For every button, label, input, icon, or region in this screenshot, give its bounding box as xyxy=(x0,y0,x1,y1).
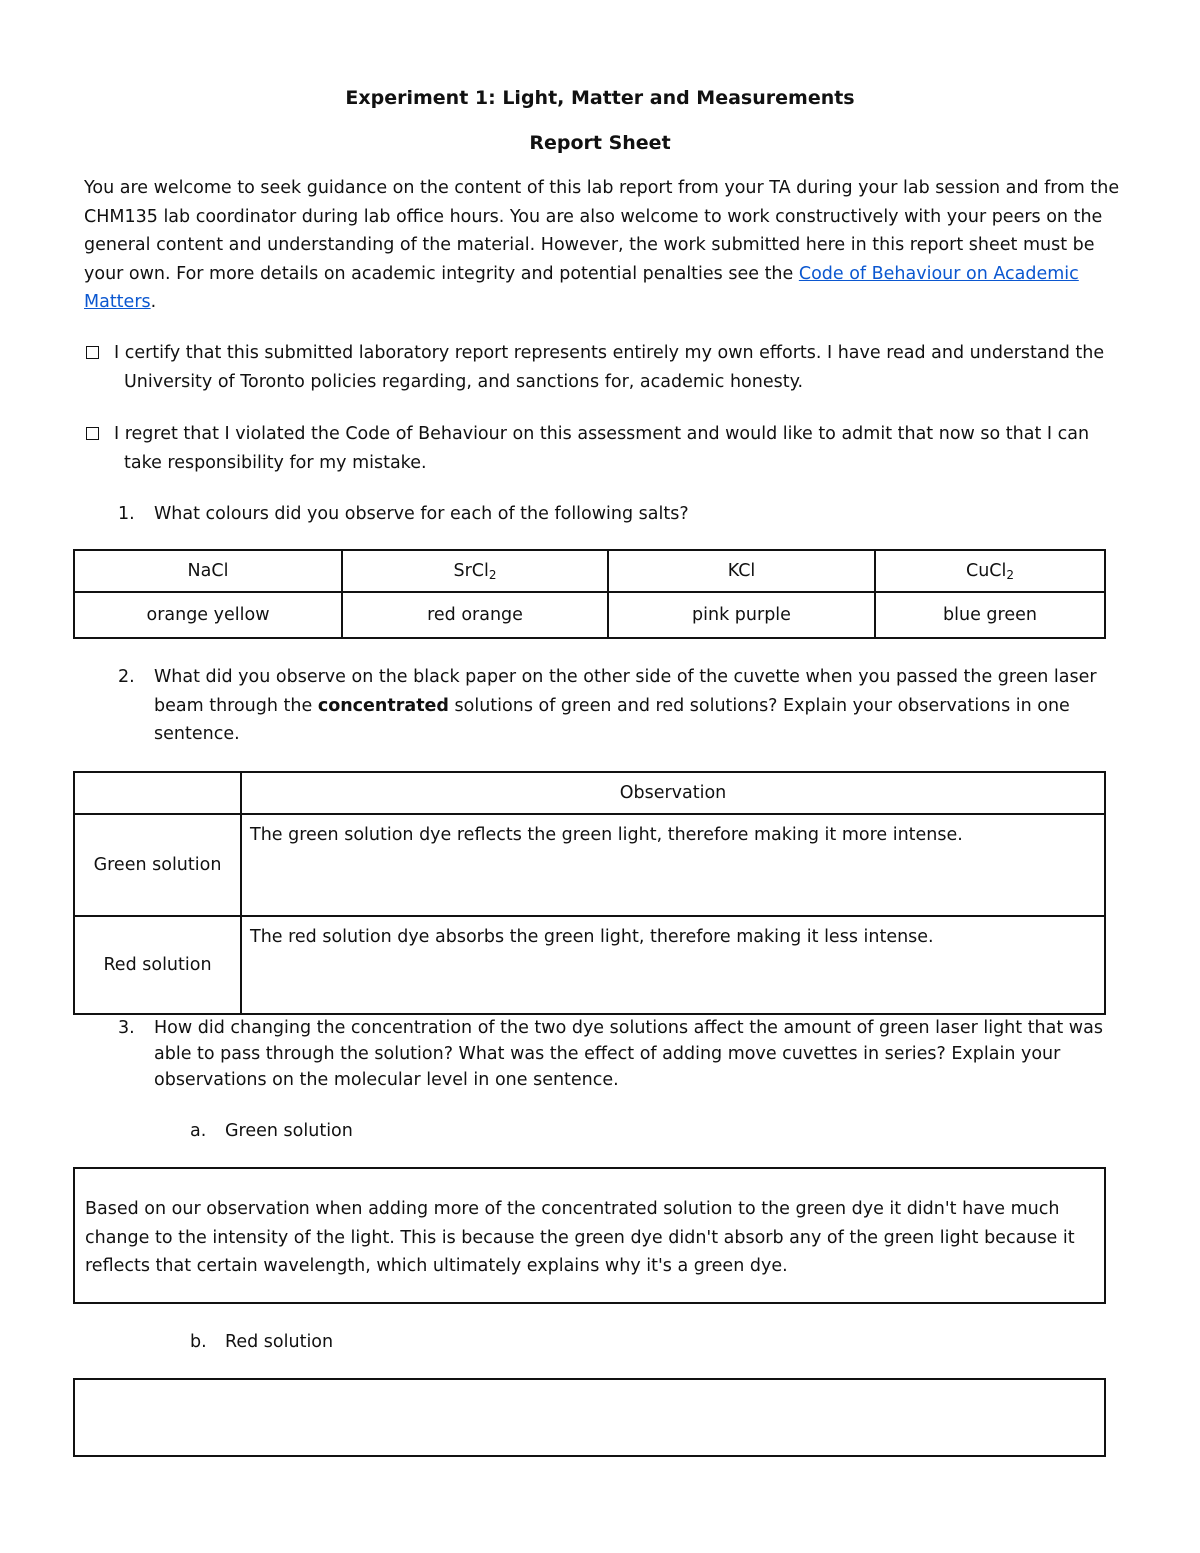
intro-text: You are welcome to seek guidance on the content of this lab report from your TA during your lab session and from the CHM135 lab coordinator during lab office hours. You are also welcome to work constructively with your peers on the general content and understanding of the material. However, the work submitted here in this report sheet must be your own. For more details on academic integrity and potential penalties see the xyxy=(84,178,1120,284)
salt-header-nacl: NaCl xyxy=(74,550,342,592)
question-1-text: What colours did you observe for each of the following salts? xyxy=(154,504,689,524)
question-2-number: 2. xyxy=(118,667,135,687)
question-1 xyxy=(0,500,1200,530)
red-solution-label: Red solution xyxy=(74,916,241,1014)
regret-checkbox[interactable] xyxy=(86,427,99,440)
certify-checkbox[interactable] xyxy=(86,346,99,359)
salt-header-cucl2: CuCl$_2$ xyxy=(875,550,1105,592)
red-solution-row xyxy=(74,916,1105,1014)
part-b-label: Red solution xyxy=(225,1332,334,1352)
question-2-bold-word: concentrated xyxy=(317,695,449,716)
red-solution-answer-box[interactable] xyxy=(73,1378,1106,1457)
salt-header-row xyxy=(74,550,1105,592)
question-2 xyxy=(0,663,1200,753)
part-b-letter: b. xyxy=(190,1332,207,1352)
page-title: Experiment 1: Light, Matter and Measurements xyxy=(345,87,855,109)
red-solution-observation[interactable]: The red solution dye absorbs the green light, therefore making it less intense. xyxy=(241,916,1105,1014)
part-b xyxy=(0,1328,1200,1358)
page-subtitle: Report Sheet xyxy=(529,132,671,154)
question-1-number: 1. xyxy=(118,504,135,524)
part-a xyxy=(0,1117,1200,1147)
green-solution-label: Green solution xyxy=(74,814,241,916)
part-a-label: Green solution xyxy=(225,1121,353,1141)
regret-text xyxy=(114,420,1114,477)
salt-colour-row xyxy=(74,592,1105,638)
salt-header-kcl: KCl xyxy=(608,550,875,592)
question-3-number: 3. xyxy=(118,1018,135,1038)
srcl2-colour-cell[interactable]: red orange xyxy=(342,592,608,638)
green-solution-row xyxy=(74,814,1105,916)
salt-header-srcl2: SrCl$_2$ xyxy=(342,550,608,592)
observation-header: Observation xyxy=(241,772,1105,814)
intro-paragraph xyxy=(84,174,1120,317)
green-solution-answer: Based on our observation when adding more of the concentrated solution to the green dye it didn't have much change to the intensity of the light. This is because the green dye didn't absorb any of the green light because it reflects that certain wavelength, which ultimately explains why it's a green dye. xyxy=(85,1199,1075,1276)
observation-header-blank xyxy=(74,772,241,814)
salt-colour-table xyxy=(73,549,1106,639)
question-3-text: How did changing the concentration of the two dye solutions affect the amount of green laser light that was able to pass through the solution? What was the effect of adding move cuvettes in series? Explain your observations on the molecular level in one sentence. xyxy=(154,1018,1103,1090)
observation-header-row xyxy=(74,772,1105,814)
regret-line-1: I regret that I violated the Code of Behaviour on this assessment and would like to admit that now so that I can xyxy=(114,424,1090,444)
intro-end: . xyxy=(150,292,157,312)
observation-table xyxy=(73,771,1106,1015)
code-of-behaviour-link[interactable]: Code of Behaviour on Academic Matters xyxy=(84,263,1079,312)
certify-line-1: I certify that this submitted laboratory report represents entirely my own efforts. I have read and understand the xyxy=(114,343,1105,363)
green-solution-observation[interactable]: The green solution dye reflects the green light, therefore making it more intense. xyxy=(241,814,1105,916)
certify-text xyxy=(114,339,1114,396)
regret-line-2: take responsibility for my mistake. xyxy=(124,452,427,473)
certify-line-2: University of Toronto policies regarding, and sanctions for, academic honesty. xyxy=(124,371,804,392)
kcl-colour-cell[interactable]: pink purple xyxy=(608,592,875,638)
nacl-colour-cell[interactable]: orange yellow xyxy=(74,592,342,638)
green-solution-answer-box[interactable] xyxy=(73,1167,1106,1304)
part-a-letter: a. xyxy=(190,1121,207,1141)
cucl2-colour-cell[interactable]: blue green xyxy=(875,592,1105,638)
question-3 xyxy=(0,1015,1200,1099)
question-2-text: What did you observe on the black paper on the other side of the cuvette when you passed the green laser beam through the concentrated solutions of green and red solutions? Explain your observations in one sentence. xyxy=(154,667,1097,744)
